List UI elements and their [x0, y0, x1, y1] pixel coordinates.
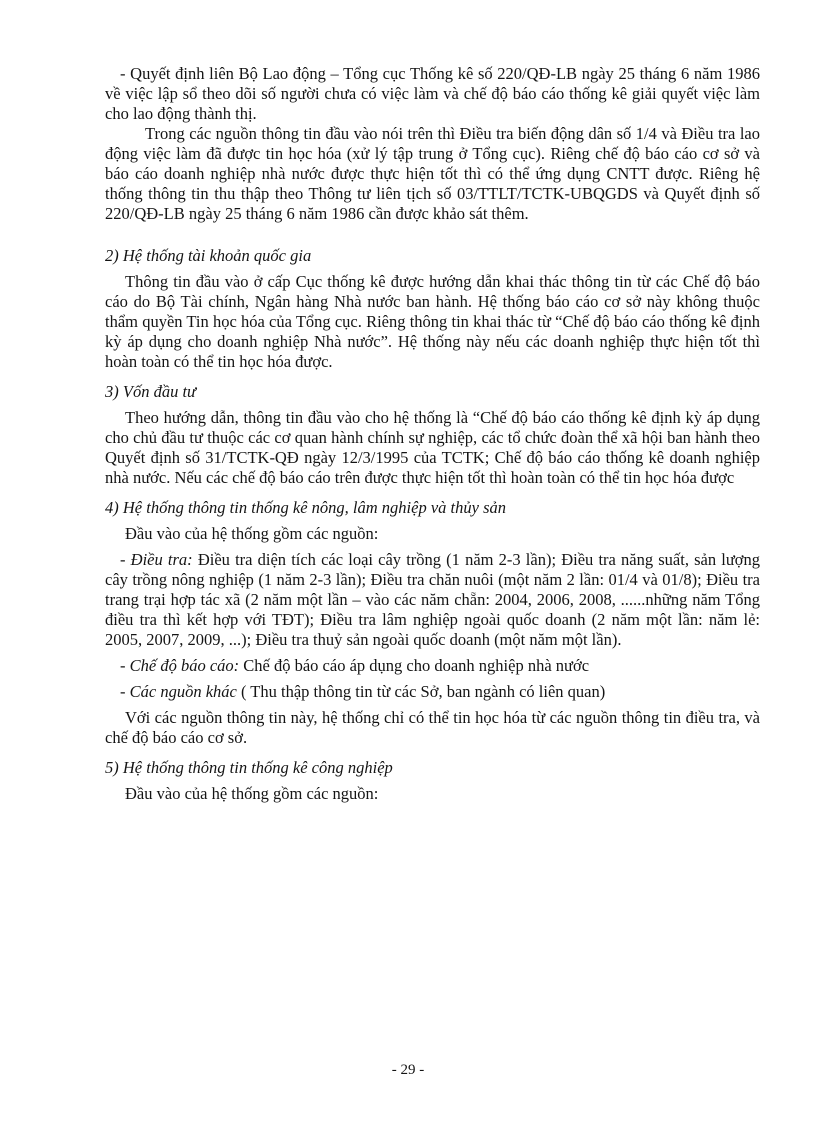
page-number: - 29 - — [391, 1062, 425, 1078]
bullet-label: Chế độ báo cáo: — [129, 656, 240, 675]
bullet-text: Chế độ báo cáo áp dụng cho doanh nghiệp nhà nước — [243, 656, 590, 675]
section-3-heading: 3) Vốn đầu tư — [105, 382, 197, 401]
bullet-text: Điều tra diện tích các loại cây trồng (1 năm 2-3 lần); Điều tra năng suất, sản lượng cây trồng nông nghiệp (1 năm 2-3 lần); Điều tra chăn nuôi (một năm 2 lần: 01/4 và 01/8); Điều tra trang trại hợp tác xã (2 năm một lần – vào các năm chẵn: 2004, 2006, 2008, ......những năm Tổng điều tra thì kết hợp với TĐT); Điều tra lâm nghiệp ngoài quốc doanh (2 năm một lần: năm lẻ: 2005, 2007, 2009, ...); Điều tra thuỷ sản ngoài quốc doanh (một năm một lần). — [105, 550, 761, 649]
intro-summary-paragraph: Trong các nguồn thông tin đầu vào nói trên thì Điều tra biến động dân số 1/4 và Điều tra lao động việc làm đã được tin học hóa (xử lý tập trung ở Tổng cục). Riêng chế độ báo cáo cơ sở và báo cáo doanh nghiệp nhà nước được thực hiện tốt thì có thể ứng dụng CNTT được. Riêng hệ thống thông tin thu thập theo Thông tư liên tịch số 03/TTLT/TCTK-UBQGDS và Quyết định số 220/QĐ-LB ngày 25 tháng 6 năm 1986 cần được khảo sát thêm. — [105, 124, 760, 223]
section-3-paragraph: Theo hướng dẫn, thông tin đầu vào cho hệ thống là “Chế độ báo cáo thống kê định kỳ áp dụng cho chủ đầu tư thuộc các cơ quan hành chính sự nghiệp, các tổ chức đoàn thể xã hội ban hành theo Quyết định số 31/TCTK-QĐ ngày 12/3/1995 của TCTK; Chế độ báo cáo thống kê doanh nghiệp nhà nước. Nếu các chế độ báo cáo trên được thực hiện tốt thì hoàn toàn có thể tin học hóa được — [105, 408, 760, 487]
bullet-text: ( Thu thập thông tin từ các Sở, ban ngành có liên quan) — [240, 682, 606, 701]
section-4-bullet-report: - Chế độ báo cáo: Chế độ báo cáo áp dụng cho doanh nghiệp nhà nước — [120, 656, 590, 675]
section-5-intro: Đầu vào của hệ thống gồm các nguồn: — [125, 784, 379, 803]
section-4-heading: 4) Hệ thống thông tin thống kê nông, lâm nghiệp và thủy sản — [105, 498, 506, 517]
section-4-closing: Với các nguồn thông tin này, hệ thống chỉ có thể tin học hóa từ các nguồn thông tin điều tra, và chế độ báo cáo cơ sở. — [105, 708, 760, 747]
section-4-intro: Đầu vào của hệ thống gồm các nguồn: — [125, 524, 379, 543]
bullet-label: Điều tra: — [130, 550, 193, 569]
section-4-bullet-other: - Các nguồn khác ( Thu thập thông tin từ các Sở, ban ngành có liên quan) — [120, 682, 606, 701]
bullet-label: Các nguồn khác — [129, 682, 237, 701]
intro-decision-paragraph: - Quyết định liên Bộ Lao động – Tổng cục Thống kê số 220/QĐ-LB ngày 25 tháng 6 năm 1986 về việc lập sổ theo dõi số người chưa có việc làm và chế độ báo cáo thống kê giải quyết việc làm cho lao động thành thị. — [105, 64, 760, 123]
section-4-bullet-survey: - Điều tra: Điều tra diện tích các loại cây trồng (1 năm 2-3 lần); Điều tra năng suất, sản lượng cây trồng nông nghiệp (1 năm 2-3 lần); Điều tra chăn nuôi (một năm 2 lần: 01/4 và 01/8); Điều tra trang trại hợp tác xã (2 năm một lần – vào các năm chẵn: 2004, 2006, 2008, ......những năm Tổng điều tra thì kết hợp với TĐT); Điều tra lâm nghiệp ngoài quốc doanh (2 năm một lần: năm lẻ: 2005, 2007, 2009, ...); Điều tra thuỷ sản ngoài quốc doanh (một năm một lần). — [105, 550, 761, 649]
section-2-paragraph: Thông tin đầu vào ở cấp Cục thống kê được hướng dẫn khai thác thông tin từ các Chế độ báo cáo do Bộ Tài chính, Ngân hàng Nhà nước ban hành. Hệ thống báo cáo cơ sở này không thuộc thẩm quyền Tin học hóa của Tổng cục. Riêng thông tin khai thác từ “Chế độ báo cáo thống kê định kỳ áp dụng cho doanh nghiệp Nhà nước”. Hệ thống này nếu các doanh nghiệp thực hiện tốt thì hoàn toàn có thể tin học hóa được. — [105, 272, 760, 371]
section-2-heading: 2) Hệ thống tài khoản quốc gia — [105, 246, 312, 265]
document-page — [105, 64, 760, 804]
section-5-heading: 5) Hệ thống thông tin thống kê công nghiệp — [105, 758, 393, 777]
